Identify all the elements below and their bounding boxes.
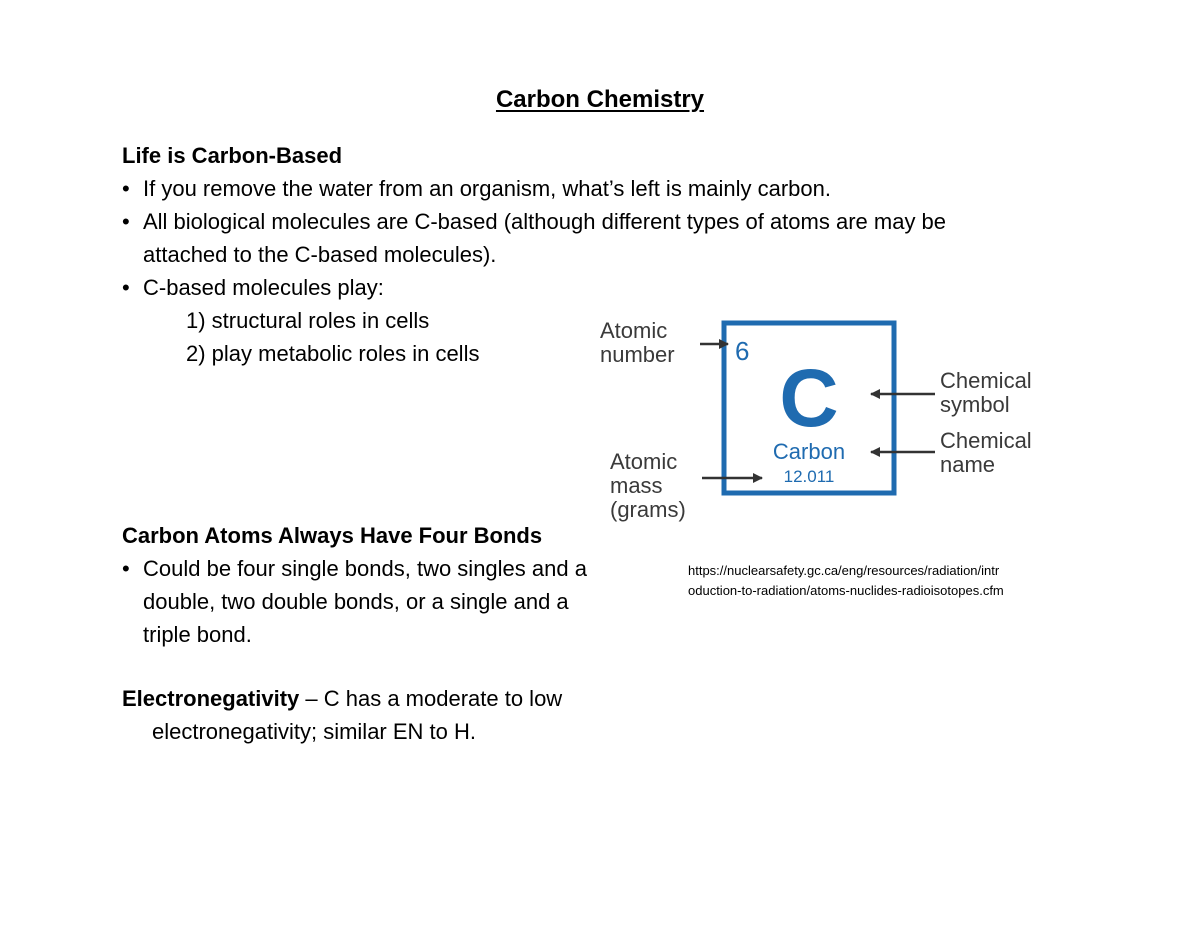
element-mass: 12.011 [783, 467, 835, 486]
bullet-biological-molecules-line2: attached to the C-based molecules). [143, 242, 497, 267]
bullet-biological-molecules-line1: All biological molecules are C-based (although different types of atoms are may be [143, 209, 947, 234]
bullet-bonds-line3: triple bond. [143, 622, 252, 647]
atomic-mass-label-line2: mass [610, 473, 663, 498]
atomic-mass-label-line3: (grams) [610, 497, 686, 522]
bullet-bonds-line2: double, two double bonds, or a single and a [143, 589, 569, 614]
electronegativity-term: Electronegativity [122, 686, 300, 711]
source-url-line1: https://nuclearsafety.gc.ca/eng/resources/radiation/intr [688, 563, 1000, 578]
atomic-number-value: 6 [735, 336, 750, 366]
chemical-symbol-label-line1: Chemical [940, 368, 1032, 393]
atomic-number-label-line1: Atomic [600, 318, 668, 343]
bullet-glyph: • [122, 209, 130, 234]
electronegativity-description: – C has a moderate to low [299, 686, 563, 711]
element-name: Carbon [772, 439, 846, 464]
section-heading-life-carbon-based: Life is Carbon-Based [122, 143, 343, 168]
bullet-water-removed: If you remove the water from an organism, what’s left is mainly carbon. [143, 176, 831, 201]
bullet-glyph: • [122, 275, 130, 300]
atomic-number-label-line2: number [600, 342, 675, 367]
element-symbol: C [779, 353, 839, 444]
bullet-c-based-roles: C-based molecules play: [143, 275, 384, 300]
chemical-name-label-line1: Chemical [940, 428, 1032, 453]
bullet-glyph: • [122, 176, 130, 201]
electronegativity-line2: electronegativity; similar EN to H. [152, 719, 476, 744]
source-url-line2: oduction-to-radiation/atoms-nuclides-radioisotopes.cfm [688, 583, 1004, 598]
bullet-bonds-line1: Could be four single bonds, two singles and a [143, 556, 587, 581]
list-item-metabolic-roles: 2) play metabolic roles in cells [186, 341, 480, 366]
bullet-glyph: • [122, 556, 130, 581]
page-title: Carbon Chemistry [495, 86, 705, 113]
chemical-name-label-line2: name [940, 452, 996, 477]
carbon-element-diagram [590, 310, 1070, 530]
chemical-symbol-label-line2: symbol [940, 392, 1010, 417]
electronegativity-line1 [122, 682, 562, 715]
list-item-structural-roles: 1) structural roles in cells [186, 308, 430, 333]
atomic-mass-label-line1: Atomic [610, 449, 678, 474]
section-heading-four-bonds: Carbon Atoms Always Have Four Bonds [122, 523, 543, 548]
